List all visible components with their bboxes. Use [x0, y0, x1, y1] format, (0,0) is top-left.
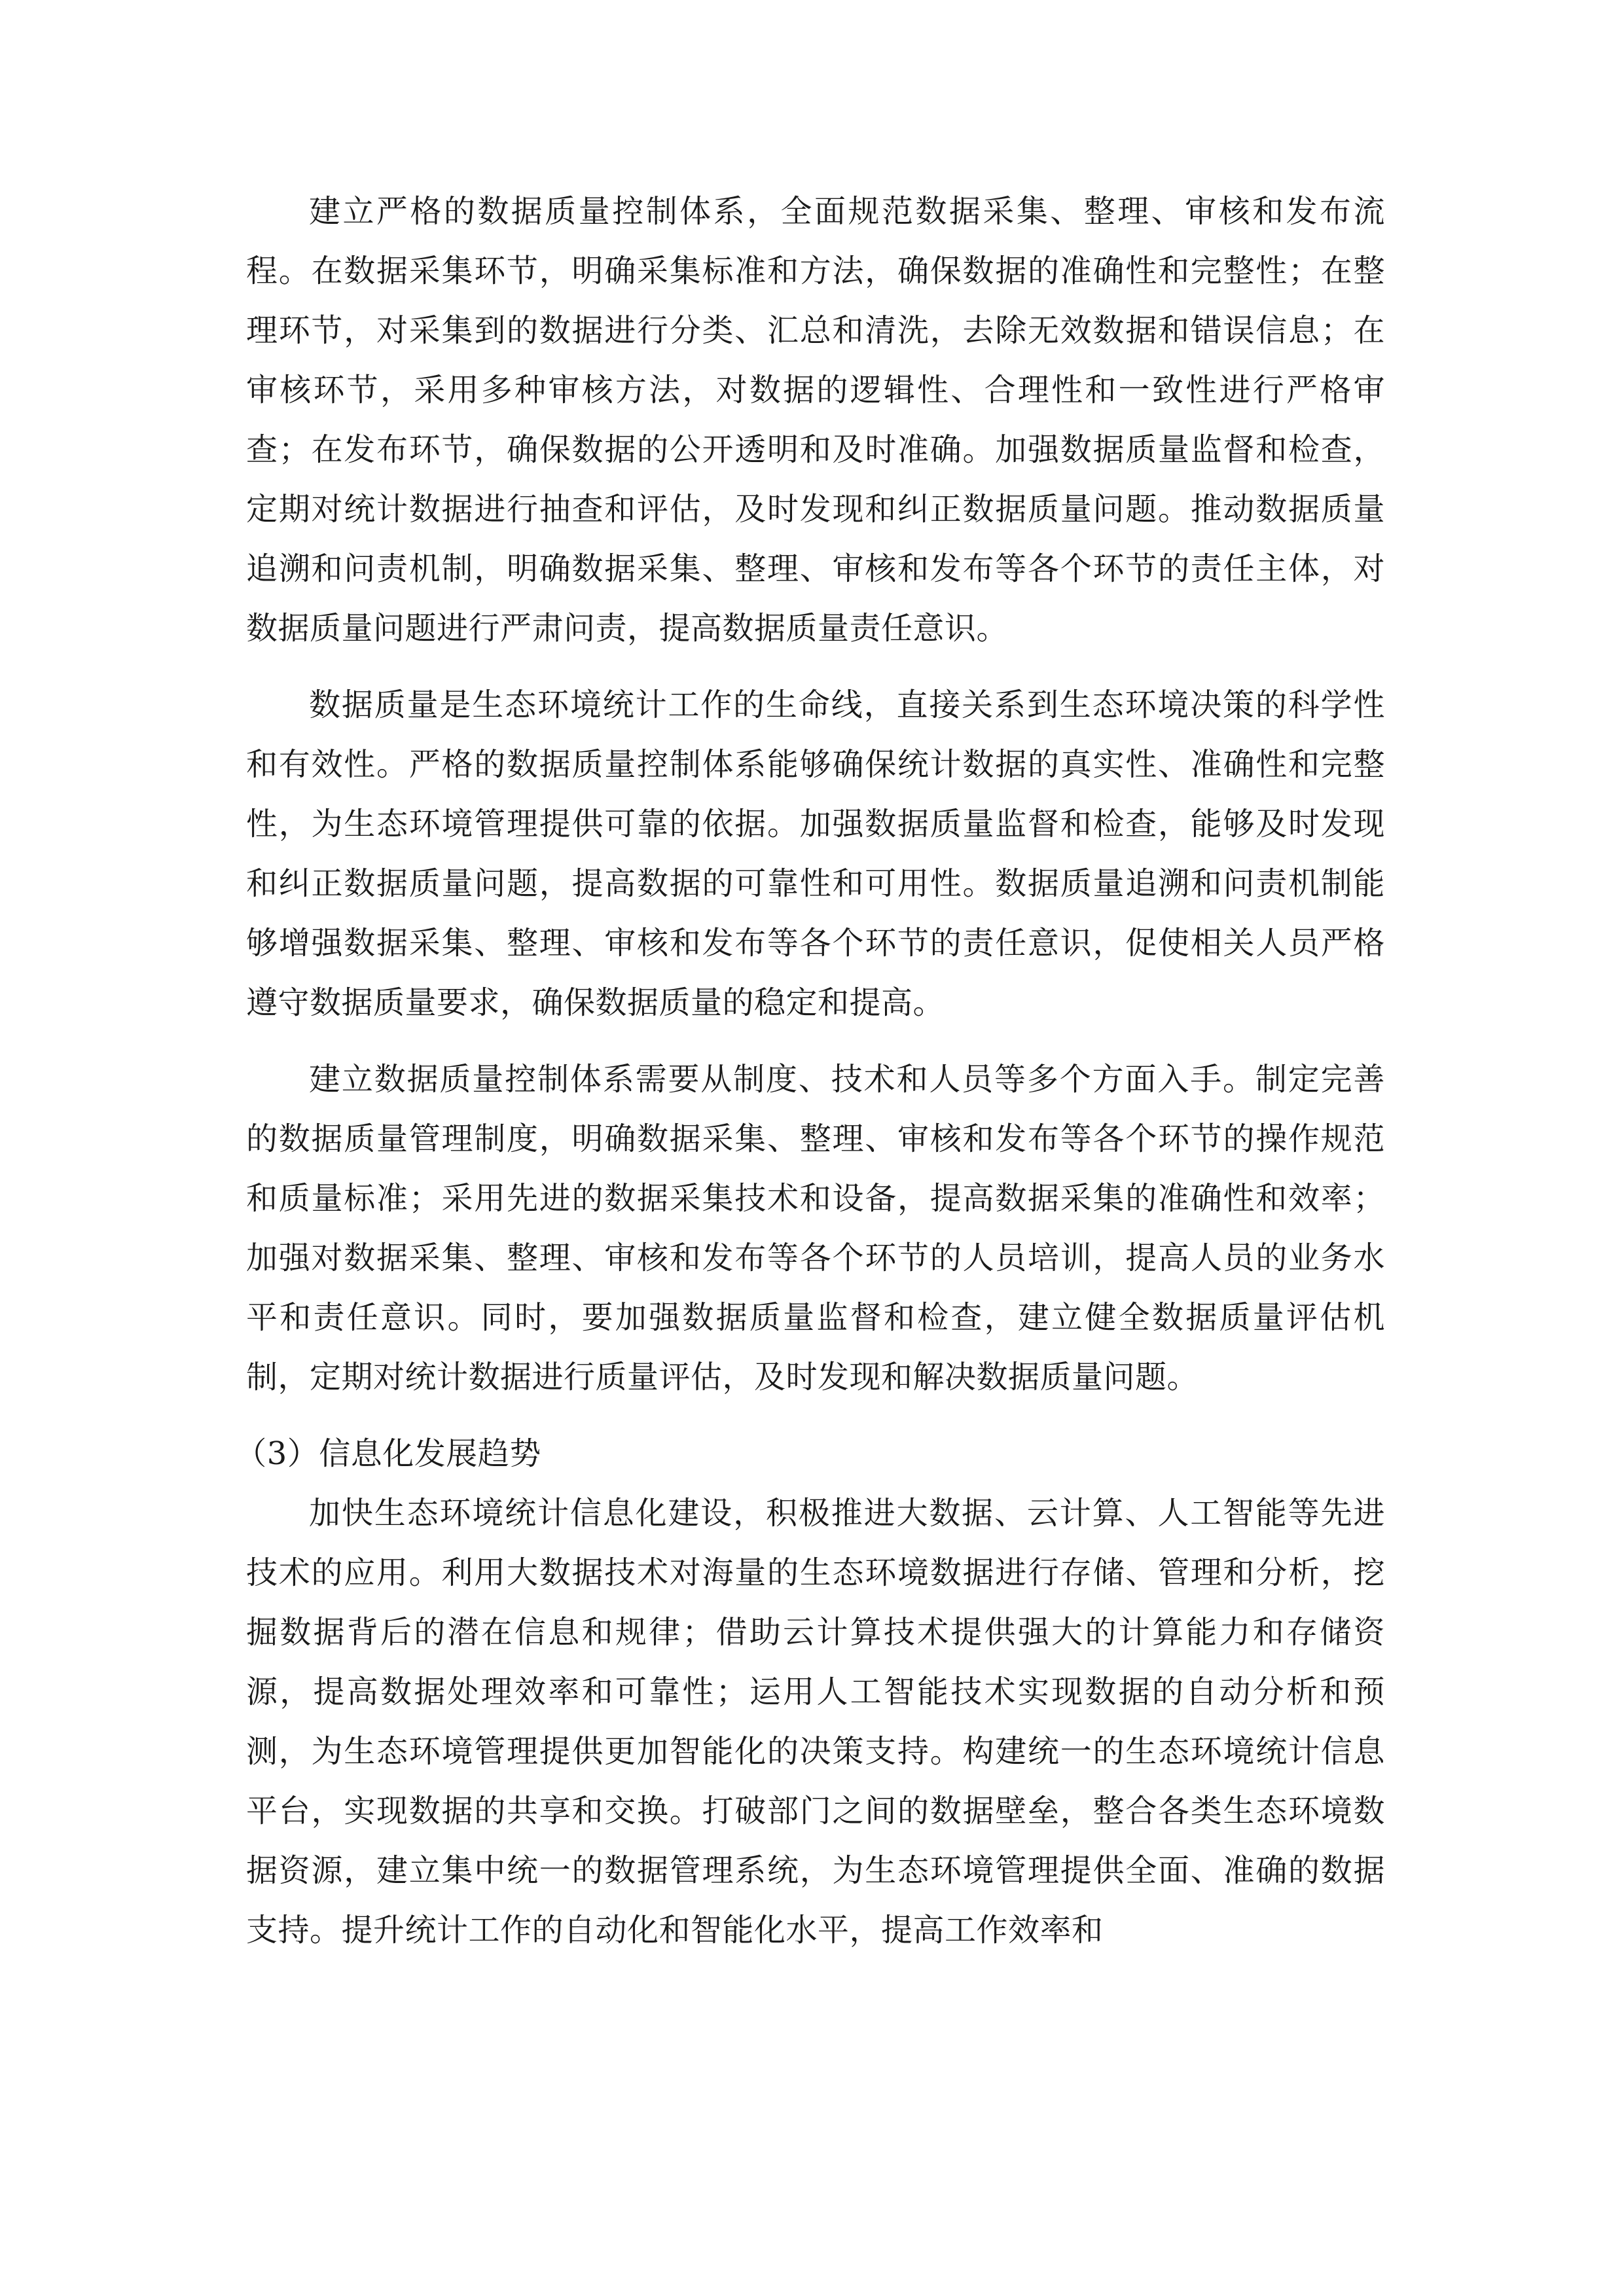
paragraph-data-quality-lifeline: 数据质量是生态环境统计工作的生命线，直接关系到生态环境决策的科学性和有效性。严格的数据质量控制体系能够确保统计数据的真实性、准确性和完整性，为生态环境管理提供可靠的依据。加强数据质量监督和检查，能够及时发现和纠正数据质量问题，提高数据的可靠性和可用性。数据质量追溯和问责机制能够增强数据采集、整理、审核和发布等各个环节的责任意识，促使相关人员严格遵守数据质量要求，确保数据质量的稳定和提高。 [246, 687, 1385, 1021]
section-heading-informatization: （3）信息化发展趋势 [235, 1435, 541, 1472]
paragraph-informatization-trend: 加快生态环境统计信息化建设，积极推进大数据、云计算、人工智能等先进技术的应用。利用大数据技术对海量的生态环境数据进行存储、管理和分析，挖掘数据背后的潜在信息和规律；借助云计算技术提供强大的计算能力和存储资源，提高数据处理效率和可靠性；运用人工智能技术实现数据的自动分析和预测，为生态环境管理提供更加智能化的决策支持。构建统一的生态环境统计信息平台，实现数据的共享和交换。打破部门之间的数据壁垒，整合各类生态环境数据资源，建立集中统一的数据管理系统，为生态环境管理提供全面、准确的数据支持。提升统计工作的自动化和智能化水平，提高工作效率和 [246, 1495, 1385, 1948]
document-body [235, 182, 1385, 1977]
paragraph-data-quality-control-system: 建立严格的数据质量控制体系，全面规范数据采集、整理、审核和发布流程。在数据采集环节，明确采集标准和方法，确保数据的准确性和完整性；在整理环节，对采集到的数据进行分类、汇总和清洗，去除无效数据和错误信息；在审核环节，采用多种审核方法，对数据的逻辑性、合理性和一致性进行严格审查；在发布环节，确保数据的公开透明和及时准确。加强数据质量监督和检查，定期对统计数据进行抽查和评估，及时发现和纠正数据质量问题。推动数据质量追溯和问责机制，明确数据采集、整理、审核和发布等各个环节的责任主体，对数据质量问题进行严肃问责，提高数据质量责任意识。 [246, 193, 1385, 647]
paragraph-building-quality-system: 建立数据质量控制体系需要从制度、技术和人员等多个方面入手。制定完善的数据质量管理制度，明确数据采集、整理、审核和发布等各个环节的操作规范和质量标准；采用先进的数据采集技术和设备，提高数据采集的准确性和效率；加强对数据采集、整理、审核和发布等各个环节的人员培训，提高人员的业务水平和责任意识。同时，要加强数据质量监督和检查，建立健全数据质量评估机制，定期对统计数据进行质量评估，及时发现和解决数据质量问题。 [246, 1061, 1385, 1395]
